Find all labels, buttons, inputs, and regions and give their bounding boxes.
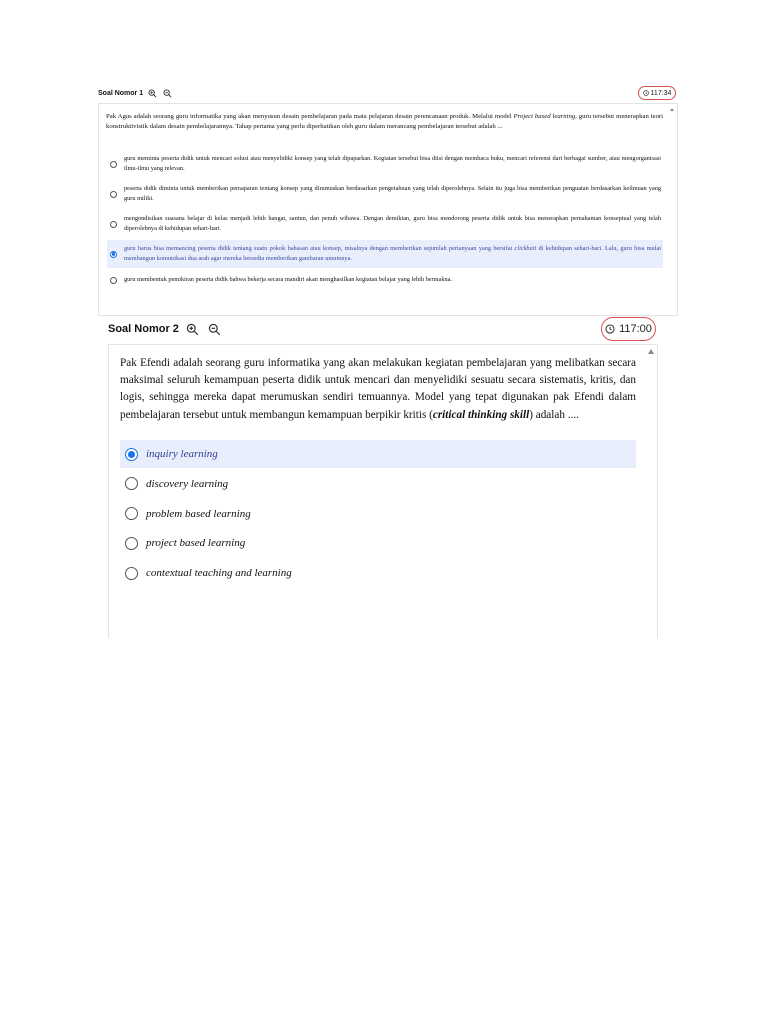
question-text: Pak Agus adalah seorang guru informatika yang akan menyusun desain pembelajaran pada mata pelajaran desain perencanaan produk. Melalui model Project based learning, guru tersebut menerapkan teori konstruktivistik dalam desain pembelajarannya. Tahap pertama yang perlu diperhatikan oleh guru dalam merancang pembelajaran tersebut adalah ... — [106, 113, 663, 130]
answer-option[interactable] — [120, 500, 636, 528]
timer-value: 117:34 — [650, 89, 672, 97]
answer-option[interactable] — [120, 529, 636, 557]
answer-option[interactable] — [107, 150, 663, 178]
radio-button[interactable] — [110, 161, 117, 168]
answer-option-selected[interactable] — [107, 240, 663, 268]
zoom-out-icon[interactable] — [207, 321, 223, 337]
radio-button[interactable] — [125, 477, 138, 490]
option-text: discovery learning — [146, 477, 229, 490]
question-card — [108, 344, 658, 638]
question-title: Soal Nomor 1 — [98, 89, 144, 97]
countdown-timer — [601, 317, 656, 341]
radio-button-selected[interactable] — [125, 448, 138, 461]
scroll-up-arrow[interactable] — [648, 349, 654, 354]
clock-icon — [605, 324, 615, 334]
radio-button[interactable] — [125, 537, 138, 550]
answer-option[interactable] — [107, 270, 663, 290]
radio-button[interactable] — [110, 191, 117, 198]
scroll-up-arrow[interactable] — [670, 108, 674, 111]
option-text: guru meminta peserta didik untuk mencari solusi atau menyelidiki konsep yang telah dipaparkan. Kegiatan tersebut bisa diisi dengan membaca buku, mencari referensi dari berbagai sumber, atau mengorganisasi ilmu-ilmu yang relevan. — [124, 155, 661, 172]
option-text: guru harus bisa memancing peserta didik tentang suatu pokok bahasan atau konsep, misalnya dengan memberikan sejumlah pertanyaan yang bersifat clickbait di kehidupan sehari-hari. Lalu, guru bisa mulai membangun komunikasi dua arah agar mereka bersedia memberikan gambaran umumnya. — [124, 245, 661, 262]
answer-option-selected[interactable] — [120, 440, 636, 468]
answer-option[interactable] — [120, 559, 636, 587]
answer-option[interactable] — [107, 180, 663, 208]
question-header — [108, 316, 658, 342]
zoom-in-icon[interactable] — [185, 321, 201, 337]
question-text: Pak Efendi adalah seorang guru informatika yang akan melakukan kegiatan pembelajaran yang melibatkan secara maksimal seluruh kemampuan peserta didik untuk mencari dan menyelidiki sesuatu secara sistematis, kritis, dan logis, sehingga mereka dapat merumuskan sendiri temuannya. Model yang tepat digunakan pak Efendi dalam pembelajaran tersebut untuk membangun kemampuan berpikir kritis (critical thinking skill) adalah .... — [120, 357, 636, 421]
radio-button[interactable] — [110, 221, 117, 228]
question-header — [98, 86, 678, 100]
question-panel-2 — [108, 316, 658, 638]
answer-options — [120, 440, 636, 589]
question-panel-1 — [98, 86, 678, 316]
question-card — [98, 103, 678, 316]
option-text: inquiry learning — [146, 448, 218, 460]
option-text: peserta didik diminta untuk memberikan pemaparan tentang konsep yang dirumuskan berdasarkan pengetahuan yang telah diperolehnya. Selain itu juga bisa memberikan penguatan berdasarkan keilmuan yang guru miliki. — [124, 185, 661, 202]
option-text: project based learning — [146, 537, 246, 550]
radio-button-selected[interactable] — [110, 251, 117, 258]
option-text: guru membentuk pemikiran peserta didik bahwa bekerja secara mandiri akan menghasilkan kegiatan belajar yang lebih bermakna. — [124, 276, 453, 283]
zoom-out-icon[interactable] — [162, 88, 173, 99]
question-title: Soal Nomor 2 — [108, 323, 179, 335]
option-text: contextual teaching and learning — [146, 567, 292, 580]
answer-options — [107, 150, 663, 292]
answer-option[interactable] — [120, 470, 636, 498]
answer-option[interactable] — [107, 210, 663, 238]
radio-button[interactable] — [125, 567, 138, 580]
countdown-timer — [638, 86, 676, 100]
clock-icon — [643, 90, 649, 96]
option-text: mengondisikan suasana belajar di kelas menjadi lebih hangat, santun, dan penuh wibawa. Dengan demikian, guru bisa mendorong peserta didik untuk bisa menerapkan pemahaman konseptual yang telah diperolehnya di kehidupan sehari-hari. — [124, 215, 661, 232]
radio-button[interactable] — [110, 277, 117, 284]
radio-button[interactable] — [125, 507, 138, 520]
option-text: problem based learning — [146, 507, 251, 520]
timer-value: 117:00 — [619, 323, 652, 335]
zoom-in-icon[interactable] — [147, 88, 158, 99]
